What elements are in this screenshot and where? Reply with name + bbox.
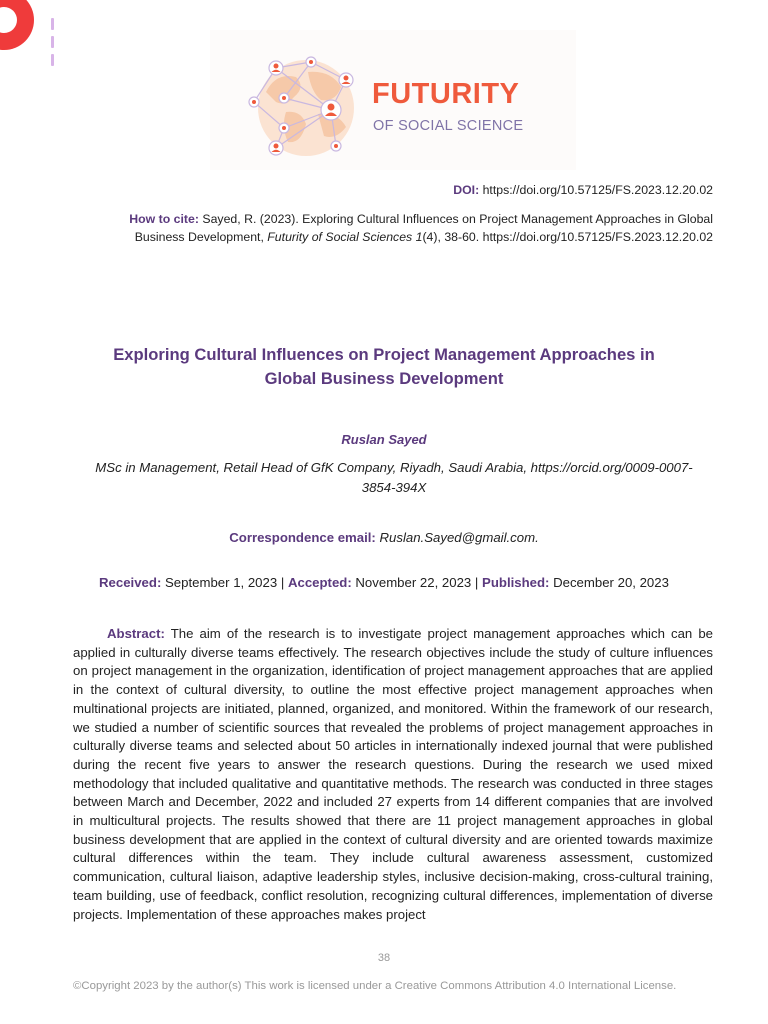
correspondence-email[interactable]: Ruslan.Sayed@gmail.com. xyxy=(379,530,539,545)
abstract-paragraph xyxy=(73,625,713,924)
citation-line-2 xyxy=(129,228,713,246)
citation-text-2b: (4), 38-60. https://doi.org/10.57125/FS.2023.12.20.02 xyxy=(422,230,713,244)
correspondence-label: Correspondence email: xyxy=(229,530,376,545)
corner-circle-mark xyxy=(0,0,36,54)
doi-label: DOI: xyxy=(453,183,480,197)
journal-logo-subtitle: OF SOCIAL SCIENCE xyxy=(373,118,524,134)
copyright-footer: ©Copyright 2023 by the author(s) This work is licensed under a Creative Commons Attribution 4.0 International License. xyxy=(73,980,677,992)
globe-network-icon xyxy=(246,52,366,162)
doi-link[interactable]: https://doi.org/10.57125/FS.2023.12.20.02 xyxy=(482,183,713,197)
page-number: 38 xyxy=(377,952,391,964)
received-label: Received: xyxy=(99,575,162,590)
citation-label: How to cite: xyxy=(129,212,199,226)
date-separator: | xyxy=(280,575,285,590)
received-date: September 1, 2023 xyxy=(165,575,278,590)
paper-title xyxy=(60,343,708,391)
abstract-text: The aim of the research is to investigate project management approaches which can be applied in culturally diverse teams effectively. The research objectives include the study of culture influences on project management in the organization, identification of project management approaches that are applied in the context of cultural diversity, to outline the most effective project management approaches when multinational projects are initiated, planned, organized, and monitored. Within the framework of our research, we studied a number of scientific sources that revealed the problems of project management approaches in culturally diverse teams and selected about 50 articles in internationally indexed journal that were published during the recent five years to answer the research questions. During the research we used mixed methodology that included qualitative and quantitative methods. The research was conducted in three stages between March and December, 2022 and included 27 experts from 14 different companies that are involved in multicultural projects. The results showed that there are 11 project management approaches in global business development that are applied in the context of cultural diversity and are oriented towards maximize cultural differences within the team. They include cultural awareness assessment, customized communication, cultural liaison, adaptive leadership styles, inclusive decision-making, cross-cultural training, team building, use of feedback, conflict resolution, recognizing cultural differences, implementation of diverse projects. Implementation of these approaches makes project xyxy=(73,626,713,922)
accepted-date: November 22, 2023 xyxy=(355,575,472,590)
date-separator: | xyxy=(474,575,479,590)
citation-line-1 xyxy=(129,210,713,228)
citation-text-1: Sayed, R. (2023). Exploring Cultural Influences on Project Management Approaches in Global xyxy=(202,212,713,226)
publication-dates xyxy=(0,575,768,590)
citation-text-2a: Business Development, xyxy=(134,230,264,244)
paper-title-line-2: Global Business Development xyxy=(264,369,504,388)
author-name: Ruslan Sayed xyxy=(341,432,427,447)
published-label: Published: xyxy=(482,575,550,590)
journal-logo-title: FUTURITY xyxy=(372,78,520,110)
correspondence-line xyxy=(0,530,768,545)
accepted-label: Accepted: xyxy=(287,575,352,590)
decorative-dashes xyxy=(51,18,55,72)
doi-line xyxy=(453,181,713,199)
author-affiliation: MSc in Management, Retail Head of GfK Company, Riyadh, Saudi Arabia, https://orcid.org/0009-0007-3854-394X xyxy=(95,460,693,495)
abstract-label: Abstract: xyxy=(107,626,165,641)
citation-journal: Futurity of Social Sciences 1 xyxy=(267,230,423,244)
journal-logo xyxy=(210,30,576,170)
paper-title-line-1: Exploring Cultural Influences on Project Management Approaches in xyxy=(113,345,655,364)
published-date: December 20, 2023 xyxy=(553,575,669,590)
citation-block xyxy=(129,210,713,246)
